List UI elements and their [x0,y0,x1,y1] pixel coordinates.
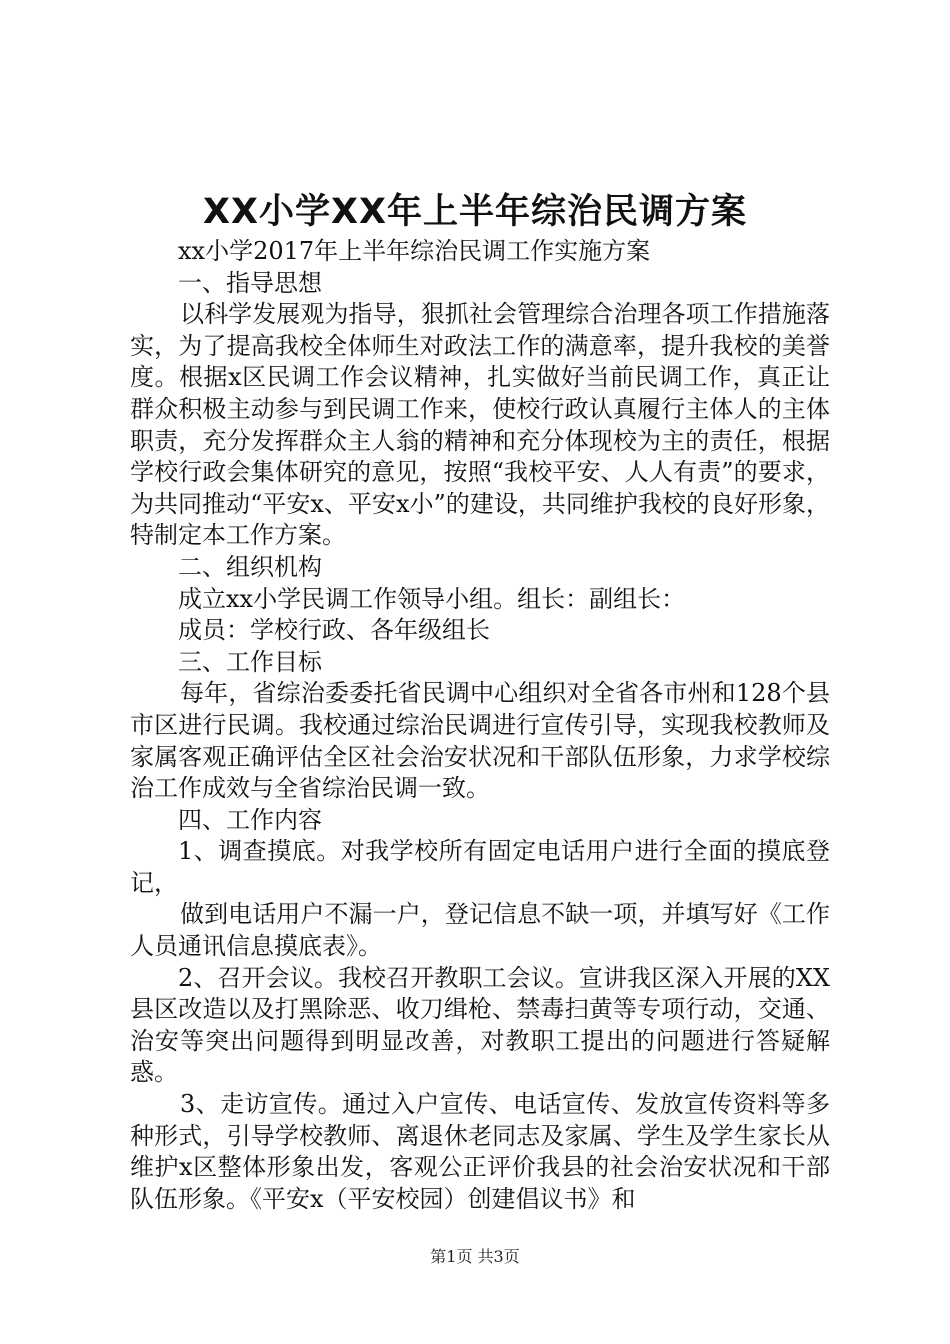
document-title: XX小学XX年上半年综治民调方案 [203,192,747,232]
subtitle-paragraph: xx小学2017年上半年综治民调工作实施方案 [178,237,651,265]
paragraph-item-2: 2、召开会议。我校召开教职工会议。宣讲我区深入开展的XX县区改造以及打黑除恶、收刀缉枪、禁毒扫黄等专项行动，交通、治安等突出问题得到明显改善，对教职工提出的问题进行答疑解惑。 [130,963,830,1087]
section-heading-1: 一、指导思想 [178,268,322,297]
section-heading-2: 二、组织机构 [178,552,322,581]
section-heading-3: 三、工作目标 [178,647,322,676]
paragraph-guiding-ideology: 以科学发展观为指导，狠抓社会管理综合治理各项工作措施落实，为了提高我校全体师生对政法工作的满意率，提升我校的美誉度。根据x区民调工作会议精神，扎实做好当前民调工作，真正让群众积极主动参与到民调工作来，使校行政认真履行主体人的主体职责，充分发挥群众主人翁的精神和充分体现校为主的责任，根据学校行政会集体研究的意见，按照“我校平安、人人有责”的要求，为共同推动“平安x、平安x小”的建设，共同维护我校的良好形象，特制定本工作方案。 [130,300,830,550]
paragraph-leadership-group: 成立xx小学民调工作领导小组。组长：副组长： [178,584,686,613]
paragraph-item-1-cont: 做到电话用户不漏一户，登记信息不缺一项，并填写好《工作人员通讯信息摸底表》。 [130,900,830,961]
paragraph-item-1: 1、调查摸底。对我学校所有固定电话用户进行全面的摸底登记， [130,837,830,897]
paragraph-members: 成员：学校行政、各年级组长 [178,616,490,645]
paragraph-item-3: 3、走访宣传。通过入户宣传、电话宣传、发放宣传资料等多种形式，引导学校教师、离退休老同志及家属、学生及学生家长从维护x区整体形象出发，客观公正评价我县的社会治安状况和干部队伍形象。《平安x（平安校园）创建倡议书》和 [130,1090,830,1213]
document-body [130,236,830,1215]
section-heading-4: 四、工作内容 [178,805,322,834]
page-footer: 第1页 共3页 [430,1247,520,1266]
paragraph-work-goals: 每年，省综治委委托省民调中心组织对全省各市州和128个县市区进行民调。我校通过综治民调进行宣传引导，实现我校教师及家属客观正确评估全区社会治安状况和干部队伍形象，力求学校综治工作成效与全省综治民调一致。 [130,679,830,803]
